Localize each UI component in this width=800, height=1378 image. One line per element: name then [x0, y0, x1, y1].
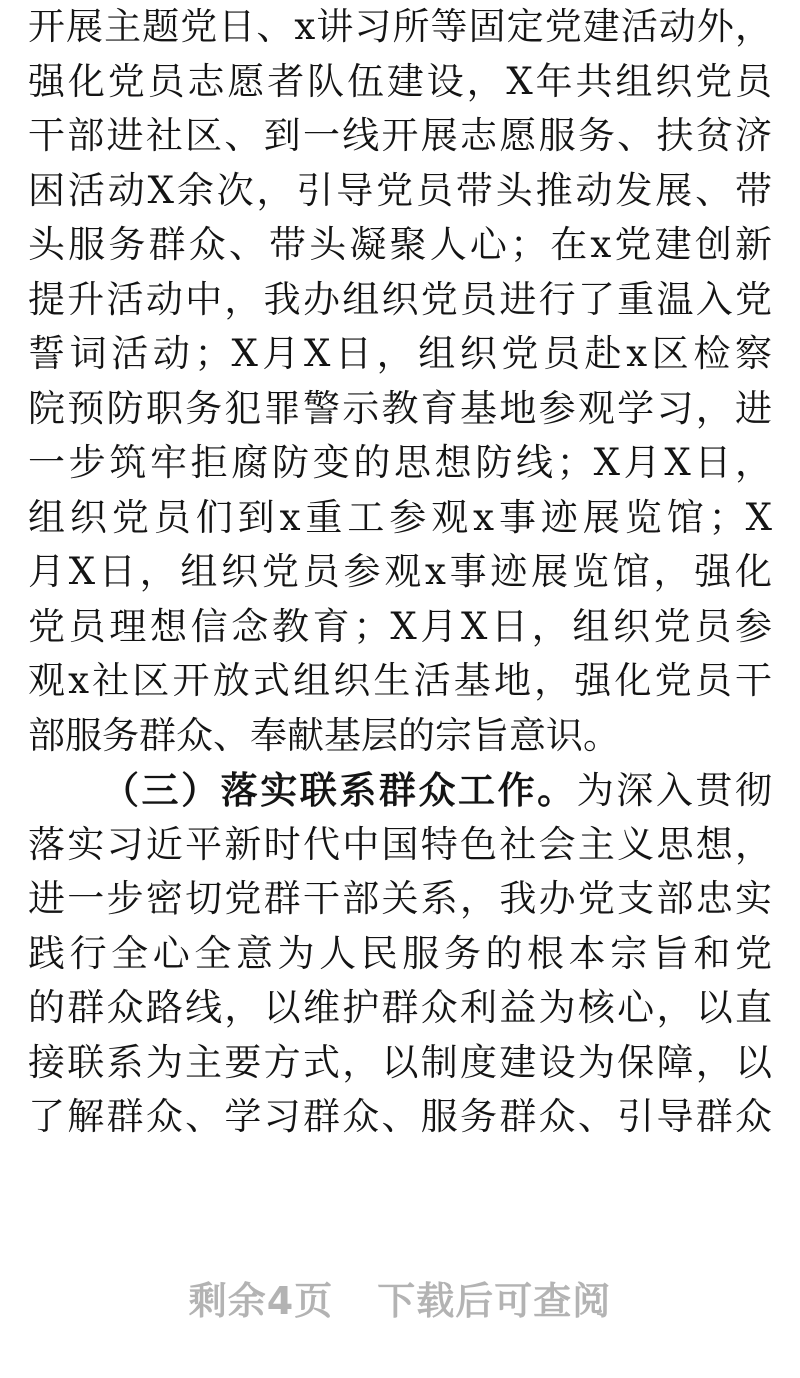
- text-line: 践行全心全意为人民服务的根本宗旨和党: [28, 931, 772, 975]
- text-line: 开展主题党日、x讲习所等固定党建活动外，: [28, 5, 772, 48]
- text-line: 强化党员志愿者队伍建设，X年共组织党员: [28, 59, 772, 103]
- text-line: 誓词活动；X月X日，组织党员赴x区检察: [28, 332, 772, 375]
- text-line: 党员理想信念教育；X月X日，组织党员参: [28, 604, 772, 648]
- download-to-view-label: 下载后可查阅: [377, 1279, 612, 1323]
- text-line: 观x社区开放式组织生活基地，强化党员干: [28, 659, 772, 702]
- text-line: 组织党员们到x重工参观x事迹展览馆；X: [28, 495, 772, 539]
- heading-continuation: 为深入贯彻: [576, 769, 772, 812]
- text-line: 困活动X余次，引导党员带头推动发展、带: [28, 168, 772, 212]
- remaining-pages-label: 剩余4页: [188, 1279, 334, 1323]
- text-line: 干部进社区、到一线开展志愿服务、扶贫济: [28, 114, 772, 157]
- text-line: 进一步密切党群干部关系，我办党支部忠实: [28, 877, 772, 920]
- text-line: 院预防职务犯罪警示教育基地参观学习，进: [28, 386, 772, 430]
- text-line: 了解群众、学习群众、服务群众、引导群众: [28, 1095, 772, 1138]
- text-line: 月X日，组织党员参观x事迹展览馆，强化: [28, 550, 772, 593]
- text-line: [28, 763, 772, 818]
- text-line: 头服务群众、带头凝聚人心；在x党建创新: [28, 223, 772, 266]
- text-line: 接联系为主要方式，以制度建设为保障，以: [28, 1040, 772, 1084]
- download-prompt[interactable]: [0, 1270, 800, 1325]
- section-heading: （三）落实联系群众工作。: [102, 768, 577, 812]
- paragraph-2: [28, 763, 772, 1145]
- text-line: 部服务群众、奉献基层的宗旨意识。: [28, 713, 620, 757]
- paragraph-1: [28, 0, 772, 763]
- text-line: 一步筑牢拒腐防变的思想防线；X月X日，: [28, 441, 772, 484]
- document-body: [28, 0, 772, 1145]
- text-line: 提升活动中，我办组织党员进行了重温入党: [28, 277, 772, 321]
- text-line: 的群众路线，以维护群众利益为核心，以直: [28, 986, 772, 1029]
- text-line: 落实习近平新时代中国特色社会主义思想，: [28, 822, 772, 866]
